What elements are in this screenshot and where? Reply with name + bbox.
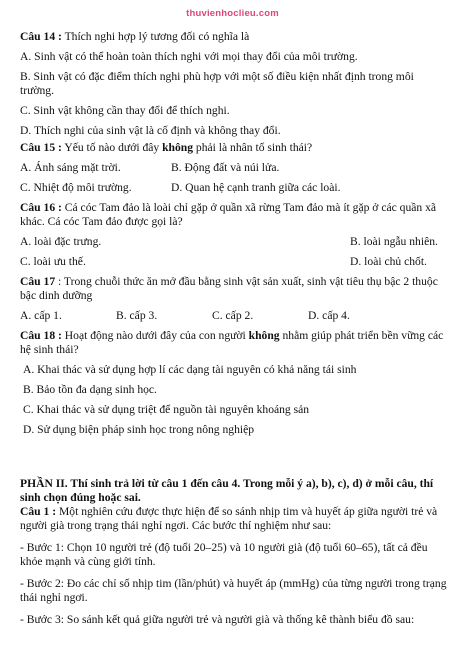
question-15-option-a: A. Ánh sáng mặt trời. bbox=[20, 161, 121, 174]
question-18-stem-emphasis: không bbox=[248, 329, 280, 342]
question-15-label: Câu 15 : bbox=[20, 141, 62, 154]
question-14 bbox=[20, 30, 450, 44]
question-17-option-a: A. cấp 1. bbox=[20, 309, 62, 322]
question-15-option-b: B. Động đất và núi lửa. bbox=[171, 161, 280, 174]
question-14-option-b: B. Sinh vật có đặc điểm thích nghi phù hợp với một số điều kiện nhất định trong môi trường. bbox=[20, 70, 414, 97]
question-16-option-c: C. loài ưu thế. bbox=[20, 255, 86, 268]
question-14-option-d: D. Thích nghi của sinh vật là cố định và không thay đổi. bbox=[20, 124, 281, 137]
question-16 bbox=[20, 201, 450, 229]
question-17-option-c: C. cấp 2. bbox=[212, 309, 254, 322]
part-2-question-1-stem: Một nghiên cứu được thực hiện để so sánh nhịp tim và huyết áp giữa người trẻ và người già trong trạng thái nghỉ ngơi. Các bước thí nghiệm như sau: bbox=[20, 505, 438, 532]
question-16-option-d: D. loài chủ chốt. bbox=[350, 255, 427, 268]
question-16-option-b: B. loài ngẫu nhiên. bbox=[350, 235, 438, 248]
question-16-options-row-2 bbox=[20, 255, 450, 269]
question-15-stem-pre: Yếu tố nào dưới đây bbox=[61, 141, 163, 154]
question-16-stem: Cá cóc Tam đảo là loài chỉ gặp ở quần xã rừng Tam đảo mà ít gặp ở các quần xã khác. Cá cóc Tam đảo được gọi là? bbox=[20, 201, 437, 228]
experiment-step-1: - Bước 1: Chọn 10 người trẻ (độ tuổi 20–25) và 10 người già (độ tuổi 60–65), tất cả đều khỏe mạnh và cùng giới tính. bbox=[20, 541, 428, 568]
part-2-question-1 bbox=[20, 505, 450, 533]
part-2-heading: PHẦN II. Thí sinh trả lời từ câu 1 đến câu 4. Trong mỗi ý a), b), c), d) ở mỗi câu, thí sinh chọn đúng hoặc sai. bbox=[20, 477, 434, 504]
question-18-option-b: B. Bảo tồn đa dạng sinh học. bbox=[23, 383, 157, 396]
question-14-label: Câu 14 : bbox=[20, 30, 62, 43]
question-17-option-b: B. cấp 3. bbox=[116, 309, 158, 322]
question-16-label: Câu 16 : bbox=[20, 201, 62, 214]
question-15 bbox=[20, 141, 450, 155]
question-18-option-c: C. Khai thác và sử dụng triệt để nguồn tài nguyên khoáng sản bbox=[23, 403, 310, 416]
question-18-option-a: A. Khai thác và sử dụng hợp lí các dạng tài nguyên có khả năng tái sinh bbox=[23, 363, 357, 376]
document-content bbox=[20, 27, 450, 627]
question-16-options-row-1 bbox=[20, 235, 450, 249]
question-17-options-row bbox=[20, 309, 450, 323]
question-18 bbox=[20, 329, 450, 357]
question-17-option-d: D. cấp 4. bbox=[308, 309, 350, 322]
question-15-option-d: D. Quan hệ cạnh tranh giữa các loài. bbox=[171, 181, 341, 194]
question-18-option-d: D. Sử dụng biện pháp sinh học trong nông nghiệp bbox=[23, 423, 255, 436]
question-14-option-c: C. Sinh vật không cần thay đổi để thích nghi. bbox=[20, 104, 230, 117]
question-17-label: Câu 17 bbox=[20, 275, 56, 288]
question-18-stem-post: nhằm giúp phát triển bền vững các hệ sinh thái? bbox=[20, 329, 444, 356]
question-14-stem: Thích nghi hợp lý tương đối có nghĩa là bbox=[61, 30, 250, 43]
question-14-option-a: A. Sinh vật có thể hoàn toàn thích nghi với mọi thay đổi của môi trường. bbox=[20, 50, 358, 63]
question-15-option-c: C. Nhiệt độ môi trường. bbox=[20, 181, 132, 194]
question-18-stem-pre: Hoạt động nào dưới đây của con người bbox=[61, 329, 249, 342]
question-15-options-row-1 bbox=[20, 161, 450, 175]
experiment-step-2: - Bước 2: Đo các chỉ số nhịp tim (lần/phút) và huyết áp (mmHg) của từng người trong trạng thái nghỉ ngơi. bbox=[20, 577, 447, 604]
question-18-label: Câu 18 : bbox=[20, 329, 62, 342]
experiment-step-3: - Bước 3: So sánh kết quả giữa người trẻ và người già và thống kê thành biểu đồ sau: bbox=[20, 613, 415, 626]
question-15-stem-emphasis: không bbox=[162, 141, 194, 154]
site-watermark: thuvienhoclieu.com bbox=[186, 8, 279, 19]
part-2-question-1-label: Câu 1 : bbox=[20, 505, 57, 518]
question-15-options-row-2 bbox=[20, 181, 450, 195]
question-17 bbox=[20, 275, 450, 303]
question-16-option-a: A. loài đặc trưng. bbox=[20, 235, 102, 248]
section-spacer bbox=[20, 437, 450, 477]
question-15-stem-post: phải là nhân tố sinh thái? bbox=[193, 141, 313, 154]
question-17-stem: : Trong chuỗi thức ăn mở đầu bằng sinh vật sản xuất, sinh vật tiêu thụ bậc 2 thuộc bậc dinh dưỡng bbox=[20, 275, 438, 302]
